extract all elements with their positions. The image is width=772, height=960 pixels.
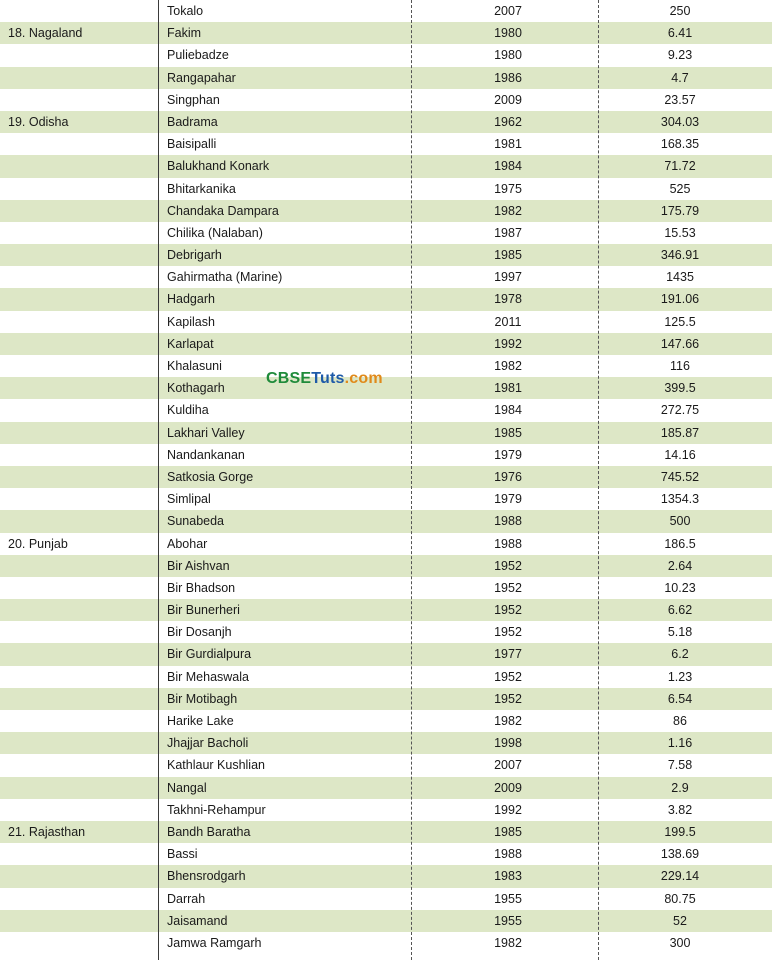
table-row	[0, 89, 772, 111]
sanctuary-name-cell: Singphan	[167, 92, 220, 107]
sanctuary-name-cell: Badrama	[167, 114, 218, 129]
year-cell: 1985	[494, 824, 522, 839]
area-cell: 1.23	[667, 669, 693, 684]
year-cell: 2009	[494, 780, 522, 795]
year-cell: 2009	[494, 92, 522, 107]
year-cell: 1952	[494, 625, 522, 640]
year-cell: 1986	[494, 70, 522, 85]
table-row	[0, 222, 772, 244]
table-row	[0, 266, 772, 288]
year-cell: 1979	[494, 492, 522, 507]
sanctuary-name-cell: Jamwa Ramgarh	[167, 935, 262, 950]
area-cell: 86	[673, 714, 687, 728]
sanctuary-name-cell: Bandh Baratha	[167, 824, 251, 839]
watermark-part: CBSE	[266, 370, 312, 387]
year-cell: 1955	[494, 913, 522, 928]
table-row	[0, 111, 772, 133]
table-row	[0, 533, 772, 555]
table-row	[0, 288, 772, 310]
year-cell: 1982	[494, 935, 522, 950]
year-cell: 1985	[494, 425, 522, 440]
year-cell: 1983	[494, 869, 522, 884]
table-row	[0, 777, 772, 799]
area-cell: 71.72	[664, 159, 696, 174]
table-row	[0, 821, 772, 843]
table-row	[0, 133, 772, 155]
sanctuary-name-cell: Jhajjar Bacholi	[167, 736, 249, 751]
sanctuary-name-cell: Debrigarh	[167, 248, 222, 263]
table-row	[0, 44, 772, 66]
sanctuary-name-cell: Abohar	[167, 536, 208, 551]
sanctuary-name-cell: Chilika (Nalaban)	[167, 225, 263, 240]
table-row	[0, 666, 772, 688]
year-cell: 1985	[494, 248, 522, 263]
area-cell: 1354.3	[660, 492, 700, 507]
sanctuary-name-cell: Satkosia Gorge	[167, 469, 254, 484]
column-divider	[598, 0, 599, 960]
sanctuary-name-cell: Nangal	[167, 780, 207, 795]
area-cell: 23.57	[664, 92, 696, 107]
area-cell: 399.5	[664, 381, 696, 396]
year-cell: 1976	[494, 469, 522, 484]
area-cell: 185.87	[660, 425, 700, 440]
sanctuary-name-cell: Bir Aishvan	[167, 558, 230, 573]
table-row	[0, 910, 772, 932]
area-cell: 6.2	[671, 647, 689, 662]
table-row	[0, 621, 772, 643]
table-row	[0, 333, 772, 355]
sanctuary-name-cell: Chandaka Dampara	[167, 203, 279, 218]
area-cell: 745.52	[660, 469, 700, 484]
sanctuary-name-cell: Kuldiha	[167, 403, 209, 418]
table-row	[0, 377, 772, 399]
area-cell: 52	[673, 913, 687, 928]
area-cell: 525	[669, 181, 691, 196]
year-cell: 1981	[494, 137, 522, 152]
state-cell: 21. Rajasthan	[8, 824, 86, 839]
area-cell: 4.7	[671, 70, 689, 85]
table-row	[0, 178, 772, 200]
year-cell: 1952	[494, 580, 522, 595]
state-cell: 20. Punjab	[8, 536, 68, 551]
year-cell: 1988	[494, 514, 522, 529]
year-cell: 1980	[494, 48, 522, 63]
area-cell: 250	[669, 4, 691, 18]
sanctuary-name-cell: Bir Motibagh	[167, 691, 238, 706]
sanctuary-name-cell: Bir Bunerheri	[167, 603, 240, 618]
year-cell: 1978	[494, 292, 522, 307]
sanctuary-name-cell: Simlipal	[167, 492, 211, 507]
area-cell: 191.06	[660, 292, 700, 307]
area-cell: 186.5	[664, 536, 696, 551]
column-divider	[158, 0, 159, 960]
table-row	[0, 510, 772, 532]
sanctuary-name-cell: Karlapat	[167, 336, 214, 351]
sanctuary-name-cell: Nandankanan	[167, 447, 245, 462]
year-cell: 1952	[494, 691, 522, 706]
year-cell: 1992	[494, 802, 522, 817]
year-cell: 2011	[494, 314, 522, 329]
table-row	[0, 888, 772, 910]
year-cell: 1997	[494, 270, 522, 285]
year-cell: 1952	[494, 603, 522, 618]
sanctuary-name-cell: Harike Lake	[167, 714, 234, 728]
area-cell: 6.41	[667, 26, 693, 41]
area-cell: 6.62	[667, 603, 693, 618]
table-row	[0, 22, 772, 44]
sanctuary-name-cell: Bir Gurdialpura	[167, 647, 252, 662]
area-cell: 346.91	[660, 248, 700, 263]
table-row	[0, 754, 772, 776]
table-row	[0, 865, 772, 887]
table-row	[0, 155, 772, 177]
sanctuary-name-cell: Jaisamand	[167, 913, 228, 928]
area-cell: 80.75	[664, 891, 696, 906]
table-row	[0, 643, 772, 665]
sanctuary-name-cell: Takhni-Rehampur	[167, 802, 266, 817]
sanctuary-name-cell: Puliebadze	[167, 48, 229, 63]
year-cell: 1992	[494, 336, 522, 351]
table-row	[0, 200, 772, 222]
area-cell: 199.5	[664, 824, 696, 839]
table-row	[0, 355, 772, 377]
year-cell: 1988	[494, 847, 522, 862]
table-row	[0, 599, 772, 621]
sanctuary-name-cell: Tokalo	[167, 4, 204, 18]
sanctuary-name-cell: Rangapahar	[167, 70, 236, 85]
table-row	[0, 244, 772, 266]
sanctuary-name-cell: Balukhand Konark	[167, 159, 270, 174]
area-cell: 10.23	[664, 580, 696, 595]
year-cell: 1977	[494, 647, 522, 662]
area-cell: 272.75	[660, 403, 700, 418]
table-row	[0, 710, 772, 732]
sanctuary-name-cell: Darrah	[167, 891, 206, 906]
area-cell: 300	[669, 935, 691, 950]
year-cell: 1981	[494, 381, 522, 396]
sanctuary-name-cell: Bir Dosanjh	[167, 625, 232, 640]
column-divider	[411, 0, 412, 960]
sanctuary-name-cell: Sunabeda	[167, 514, 225, 529]
table-row	[0, 488, 772, 510]
sanctuary-name-cell: Gahirmatha (Marine)	[167, 270, 283, 285]
table-row	[0, 932, 772, 954]
sanctuary-name-cell: Khalasuni	[167, 359, 222, 373]
year-cell: 1998	[494, 736, 522, 751]
sanctuary-name-cell: Hadgarh	[167, 292, 215, 307]
year-cell: 1982	[494, 359, 522, 373]
year-cell: 1952	[494, 669, 522, 684]
sanctuary-name-cell: Bir Bhadson	[167, 580, 236, 595]
area-cell: 5.18	[667, 625, 693, 640]
area-cell: 3.82	[667, 802, 693, 817]
table-row	[0, 311, 772, 333]
sanctuary-name-cell: Bhitarkanika	[167, 181, 236, 196]
table-row	[0, 399, 772, 421]
area-cell: 2.64	[667, 558, 693, 573]
year-cell: 1962	[494, 114, 522, 129]
area-cell: 138.69	[660, 847, 700, 862]
state-cell: 19. Odisha	[8, 114, 69, 129]
area-cell: 6.54	[667, 691, 693, 706]
year-cell: 1984	[494, 403, 522, 418]
watermark-part: .com	[344, 370, 383, 387]
area-cell: 125.5	[664, 314, 696, 329]
year-cell: 2007	[494, 4, 522, 18]
sanctuary-name-cell: Bhensrodgarh	[167, 869, 246, 884]
year-cell: 1984	[494, 159, 522, 174]
table-row	[0, 799, 772, 821]
area-cell: 9.23	[667, 48, 693, 63]
area-cell: 168.35	[660, 137, 700, 152]
area-cell: 500	[669, 514, 691, 529]
sanctuary-name-cell: Baisipalli	[167, 137, 217, 152]
sanctuary-name-cell: Kapilash	[167, 314, 215, 329]
year-cell: 1979	[494, 447, 522, 462]
area-cell: 304.03	[660, 114, 700, 129]
sanctuary-name-cell: Kathlaur Kushlian	[167, 758, 265, 773]
year-cell: 2007	[494, 758, 522, 773]
area-cell: 7.58	[667, 758, 693, 773]
sanctuary-name-cell: Lakhari Valley	[167, 425, 245, 440]
table-row	[0, 732, 772, 754]
year-cell: 1988	[494, 536, 522, 551]
year-cell: 1982	[494, 714, 522, 728]
table-row	[0, 577, 772, 599]
area-cell: 229.14	[660, 869, 700, 884]
year-cell: 1955	[494, 891, 522, 906]
watermark-part: Tuts	[311, 370, 345, 387]
table-row	[0, 843, 772, 865]
watermark	[266, 370, 383, 388]
area-cell: 14.16	[664, 447, 696, 462]
sanctuary-name-cell: Kothagarh	[167, 381, 225, 396]
table-row	[0, 555, 772, 577]
year-cell: 1987	[494, 225, 522, 240]
table-row	[0, 688, 772, 710]
sanctuary-name-cell: Fakim	[167, 26, 202, 41]
table-row	[0, 0, 772, 22]
area-cell: 1435	[666, 270, 694, 285]
area-cell: 15.53	[664, 225, 696, 240]
sanctuary-name-cell: Bir Mehaswala	[167, 669, 249, 684]
table-row	[0, 422, 772, 444]
year-cell: 1952	[494, 558, 522, 573]
area-cell: 116	[670, 359, 690, 373]
state-cell: 18. Nagaland	[8, 26, 83, 41]
sanctuary-name-cell: Bassi	[167, 847, 198, 862]
table-row	[0, 444, 772, 466]
year-cell: 1980	[494, 26, 522, 41]
area-cell: 1.16	[667, 736, 693, 751]
table-row	[0, 466, 772, 488]
area-cell: 2.9	[671, 780, 689, 795]
year-cell: 1982	[494, 203, 522, 218]
area-cell: 147.66	[660, 336, 700, 351]
area-cell: 175.79	[660, 203, 700, 218]
year-cell: 1975	[494, 181, 522, 196]
table-row	[0, 67, 772, 89]
